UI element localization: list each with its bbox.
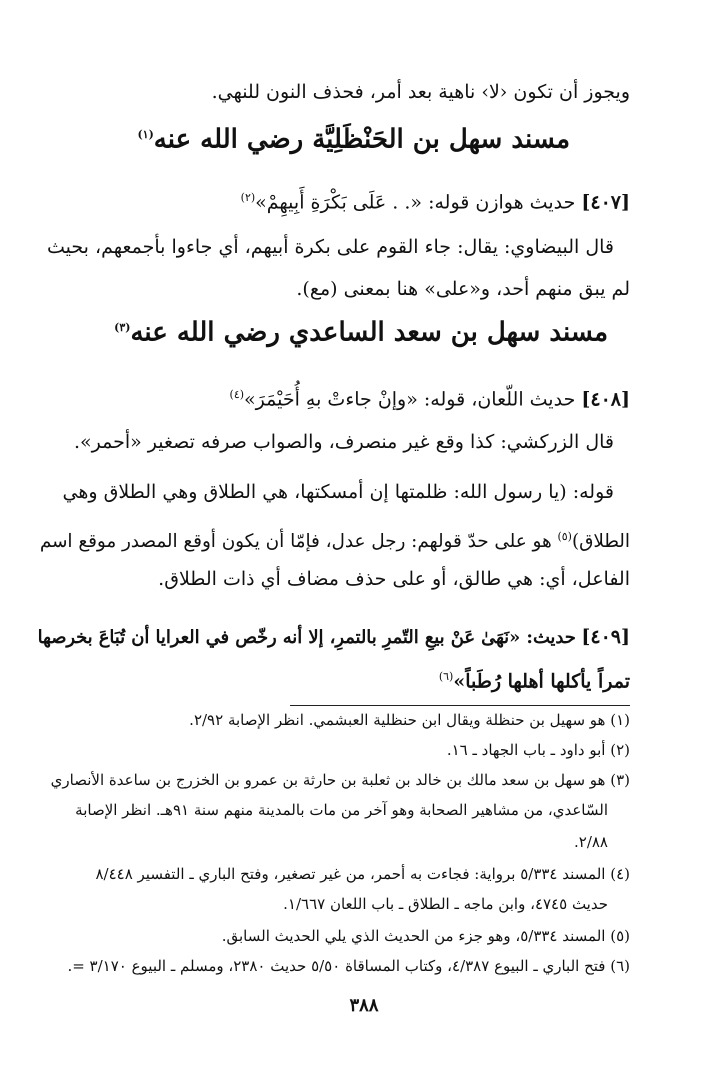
hadith-text: حديث هوازن قوله: «. . عَلَى بَكْرَةِ أَبِيهِمْ» (255, 191, 576, 214)
hadith-407 (241, 186, 630, 214)
section-heading-sahl-hanzaliyya (137, 118, 570, 157)
footnote: (٦) فتح الباري ـ البيوع ٤/٣٨٧، وكتاب المساقاة ٥/٥٠ حديث ٢٣٨٠، ومسلم ـ البيوع ٣/١٧٠ =. (67, 957, 630, 975)
footnote: (٣) هو سهل بن سعد مالك بن خالد بن ثعلبة بن حارثة بن عمرو بن الخزرج بن ساعدة الأنصاري (50, 771, 630, 789)
intro-line: ويجوز أن تكون ‹لا› ناهية بعد أمر، فحذف النون للنهي. (211, 81, 630, 103)
hadith-text: تمراً يأكلها أهلها رُطَباً» (453, 670, 630, 693)
paragraph-line: الفاعل، أي: هي طالق، أو على حذف مضاف أي ذات الطلاق. (158, 568, 630, 590)
hadith-408 (230, 383, 630, 411)
hadith-text: حديث اللّعان، قوله: «وإنْ جاءتْ بهِ أُحَيْمَرَ» (244, 388, 576, 411)
hadith-409-continued (439, 665, 630, 693)
comment-line: لم يبق منهم أحد، و«على» هنا بمعنى (مع). (296, 278, 630, 300)
hadith-number: [٤٠٩] (581, 626, 630, 648)
hadith-text: حديث: «نَهَىٰ عَنْ بيعِ التّمرِ بالتمرِ، إلا أنه رخّص في العرايا أن تُبَاعَ بخرصها (37, 627, 576, 648)
heading-text: مسند سهل بن الحَنْظَلِيَّة رضي الله عنه (153, 124, 570, 155)
paragraph-line: قوله: (يا رسول الله: ظلمتها إن أمسكتها، هي الطلاق وهي الطلاق وهي (62, 481, 614, 503)
section-heading-sahl-saad (114, 311, 608, 350)
footnote-ref: (٤) (229, 388, 245, 401)
footnote-continuation: ٢/٨٨. (573, 833, 608, 851)
paragraph-text: هو على حدّ قولهم: رجل عدل، فإمّا أن يكون أوقع المصدر موقع اسم (39, 531, 558, 553)
footnote-ref: (٥) (557, 530, 572, 543)
hadith-number: [٤٠٧] (581, 191, 630, 214)
footnote-ref: (٣) (114, 321, 131, 334)
paragraph-text: الطلاق) (571, 531, 630, 553)
paragraph-line (40, 525, 630, 554)
hadith-number: [٤٠٨] (581, 388, 630, 411)
page-number: ٣٨٨ (349, 995, 379, 1016)
footnote-continuation: السّاعدي، من مشاهير الصحابة وهو آخر من مات بالمدينة منهم سنة ٩١هـ. انظر الإصابة (75, 801, 608, 819)
heading-text: مسند سهل بن سعد الساعدي رضي الله عنه (130, 317, 608, 348)
footnote-ref: (٦) (438, 670, 454, 683)
footnote: (٢) أبو داود ـ باب الجهاد ـ ١٦. (446, 741, 630, 759)
comment-line: قال الزركشي: كذا وقع غير منصرف، والصواب صرفه تصغير «أحمر». (73, 431, 614, 453)
footnote: (١) هو سهيل بن حنظلة ويقال ابن حنظلية العبشمي. انظر الإصابة ٢/٩٢. (189, 711, 630, 729)
footnote: (٤) المسند ٥/٣٣٤ برواية: فجاءت به أحمر، من غير تصغير، وفتح الباري ـ التفسير ٨/٤٤٨ (95, 865, 630, 883)
footnote: (٥) المسند ٥/٣٣٤، وهو جزء من الحديث الذي يلي الحديث السابق. (221, 927, 630, 945)
footnote-ref: (٢) (240, 191, 256, 204)
footnote-ref: (١) (137, 128, 154, 141)
footnote-continuation: حديث ٤٧٤٥، وابن ماجه ـ الطلاق ـ باب اللعان ١/٦٦٧. (283, 895, 608, 913)
footnote-divider (290, 705, 630, 706)
hadith-409 (38, 625, 630, 650)
comment-line: قال البيضاوي: يقال: جاء القوم على بكرة أبيهم، أي جاءوا بأجمعهم، بحيث (46, 236, 614, 258)
